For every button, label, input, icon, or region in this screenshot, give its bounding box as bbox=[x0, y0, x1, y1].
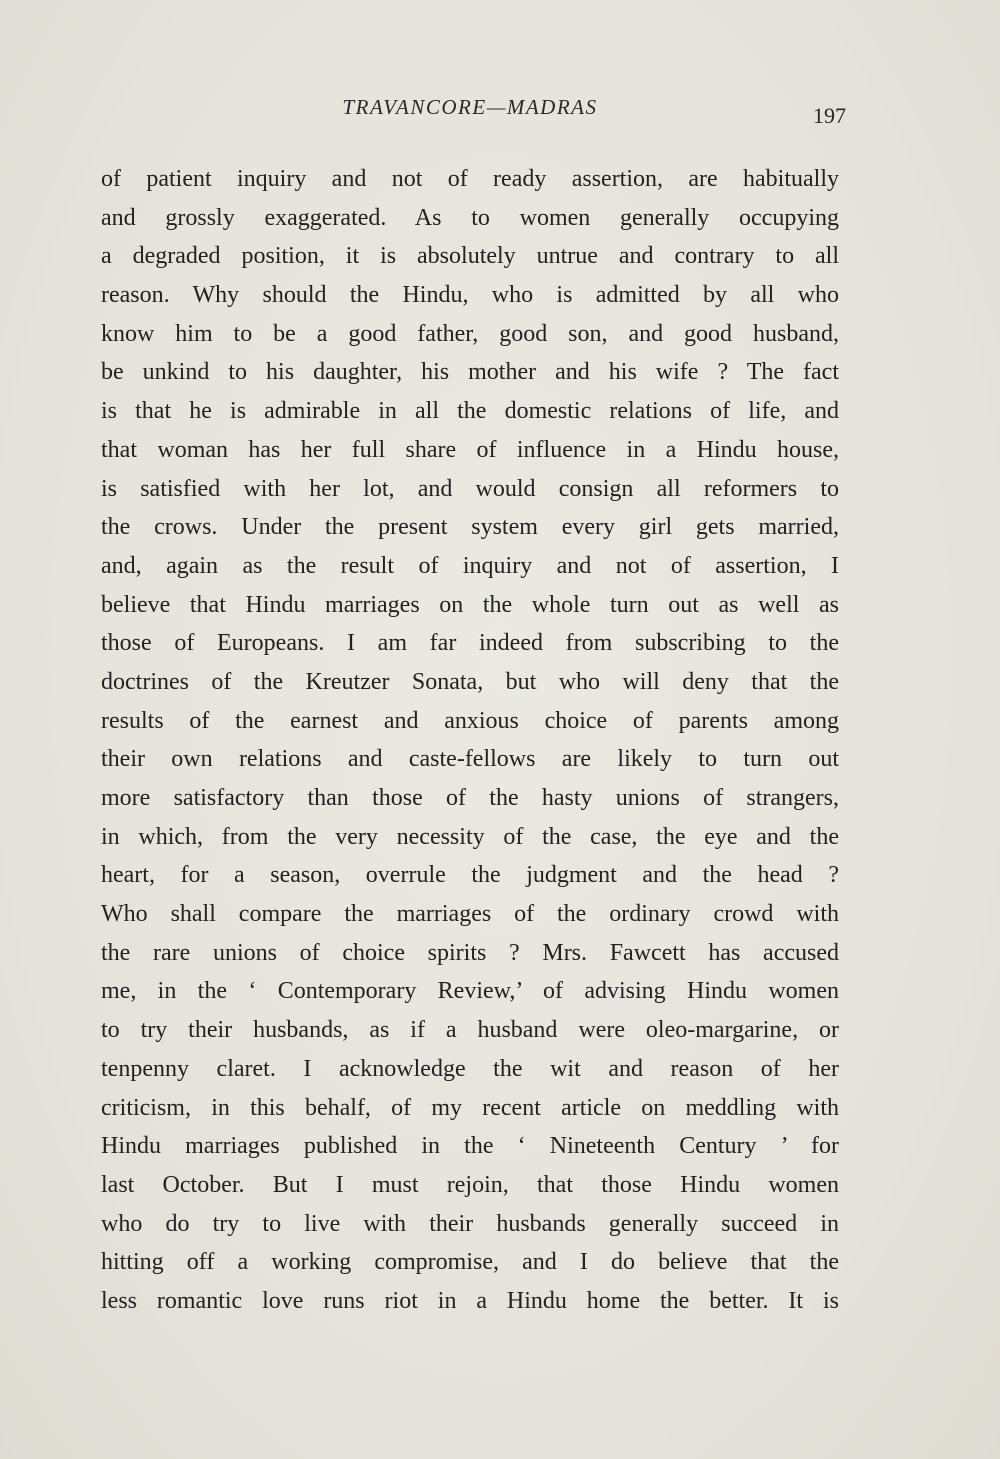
text-line: that woman has her full share of influence in a Hindu house, bbox=[101, 436, 839, 463]
text-line: the crows. Under the present system every girl gets married, bbox=[101, 514, 839, 541]
text-line: know him to be a good father, good son, and good husband, bbox=[101, 320, 839, 347]
text-line: those of Europeans. I am far indeed from subscribing to the bbox=[101, 630, 839, 657]
text-line: more satisfactory than those of the hasty unions of strangers, bbox=[101, 785, 839, 811]
text-line: heart, for a season, overrule the judgment and the head ? bbox=[101, 862, 839, 889]
text-line: criticism, in this behalf, of my recent article on meddling with bbox=[101, 1094, 839, 1121]
text-line: to try their husbands, as if a husband were oleo-margarine, or bbox=[101, 1017, 839, 1044]
text-line: is satisfied with her lot, and would consign all reformers to bbox=[101, 475, 839, 502]
text-line: reason. Why should the Hindu, who is admitted by all who bbox=[101, 282, 839, 309]
text-line: and grossly exaggerated. As to women generally occupying bbox=[101, 204, 839, 231]
text-line: doctrines of the Kreutzer Sonata, but who will deny that the bbox=[101, 668, 839, 695]
text-line: last October. But I must rejoin, that those Hindu women bbox=[101, 1171, 839, 1198]
text-line: results of the earnest and anxious choice of parents among bbox=[101, 707, 839, 734]
text-line: who do try to live with their husbands generally succeed in bbox=[101, 1210, 839, 1237]
text-line: tenpenny claret. I acknowledge the wit and reason of her bbox=[101, 1055, 839, 1082]
text-line: a degraded position, it is absolutely untrue and contrary to all bbox=[101, 243, 839, 270]
text-line: and, again as the result of inquiry and not of assertion, I bbox=[101, 552, 839, 579]
text-line: believe that Hindu marriages on the whole turn out as well as bbox=[101, 591, 839, 618]
text-line: is that he is admirable in all the domestic relations of life, and bbox=[101, 398, 839, 425]
text-line: the rare unions of choice spirits ? Mrs. Fawcett has accused bbox=[101, 939, 839, 966]
running-head bbox=[100, 95, 846, 129]
text-line: Who shall compare the marriages of the ordinary crowd with bbox=[101, 901, 839, 928]
text-line: Hindu marriages published in the ‘ Nineteenth Century ’ for bbox=[101, 1133, 839, 1160]
text-line: me, in the ‘ Contemporary Review,’ of advising Hindu women bbox=[101, 978, 839, 1005]
text-line: be unkind to his daughter, his mother and his wife ? The fact bbox=[101, 359, 839, 386]
body-text bbox=[101, 160, 839, 1321]
page-number: 197 bbox=[813, 103, 846, 128]
text-line: hitting off a working compromise, and I do believe that the bbox=[101, 1249, 839, 1276]
text-line: of patient inquiry and not of ready assertion, are habitually bbox=[101, 166, 839, 192]
text-line: in which, from the very necessity of the case, the eye and the bbox=[101, 823, 839, 850]
text-line: their own relations and caste-fellows are likely to turn out bbox=[101, 746, 839, 773]
text-line: less romantic love runs riot in a Hindu home the better. It is bbox=[101, 1287, 839, 1314]
running-title: TRAVANCORE—MADRAS bbox=[342, 95, 598, 119]
